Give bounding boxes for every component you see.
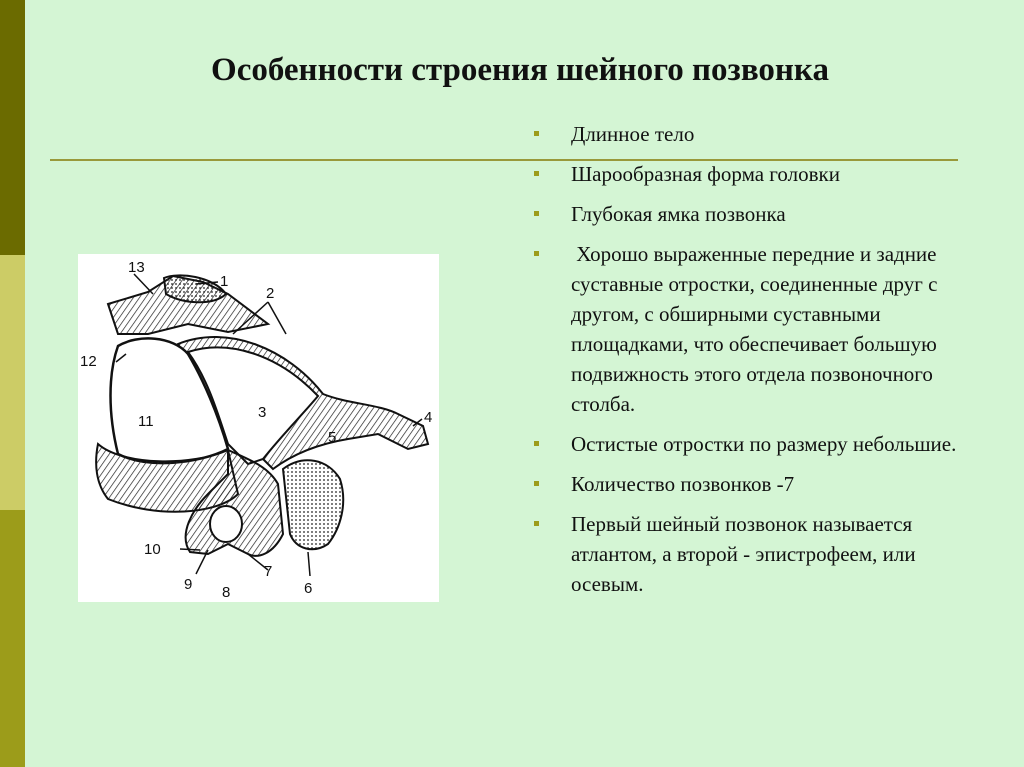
bullet-square-icon bbox=[534, 171, 539, 176]
figure-label-9: 9 bbox=[184, 576, 193, 593]
figure-label-12: 12 bbox=[80, 353, 97, 370]
vertebra-illustration bbox=[78, 254, 439, 602]
figure-label-11: 11 bbox=[138, 413, 154, 430]
bullet-square-icon bbox=[534, 211, 539, 216]
figure-label-8: 8 bbox=[222, 584, 231, 601]
figure-label-7: 7 bbox=[264, 563, 273, 580]
vertebra-drawing bbox=[78, 254, 439, 602]
bullet-square-icon bbox=[534, 521, 539, 526]
bullet-square-icon bbox=[534, 481, 539, 486]
list-item: Остистые отростки по размеру небольшие. bbox=[534, 429, 974, 459]
decorative-bar-middle bbox=[0, 255, 25, 510]
list-item: Длинное тело bbox=[534, 119, 974, 149]
list-item: Глубокая ямка позвонка bbox=[534, 199, 974, 229]
figure-label-6: 6 bbox=[304, 580, 313, 597]
transverse-foramen-shape bbox=[210, 506, 242, 542]
figure-label-1: 1 bbox=[220, 273, 229, 290]
list-item: Количество позвонков -7 bbox=[534, 469, 974, 499]
list-item: Шарообразная форма головки bbox=[534, 159, 974, 189]
bullet-square-icon bbox=[534, 251, 539, 256]
inferior-articular-surface-shape bbox=[283, 460, 343, 549]
slide-title: Особенности строения шейного позвонка bbox=[211, 52, 829, 88]
decorative-bar-top bbox=[0, 0, 25, 255]
figure-label-2: 2 bbox=[266, 285, 275, 302]
figure-label-3: 3 bbox=[258, 404, 267, 421]
feature-list bbox=[534, 119, 974, 609]
bullet-square-icon bbox=[534, 131, 539, 136]
figure-label-10: 10 bbox=[144, 541, 161, 558]
articular-surface-shape bbox=[164, 273, 229, 302]
bullet-square-icon bbox=[534, 441, 539, 446]
figure-label-5: 5 bbox=[328, 429, 337, 446]
list-item: Хорошо выраженные передние и задние суставные отростки, соединенные друг с другом, с обширными суставными площадками, что обеспечивает большую подвижность этого отдела позвоночного столба. bbox=[534, 239, 974, 419]
decorative-bar-bottom bbox=[0, 510, 25, 767]
list-item: Первый шейный позвонок называется атлантом, а второй - эпистрофеем, или осевым. bbox=[534, 509, 974, 599]
figure-label-4: 4 bbox=[424, 409, 433, 426]
figure-label-13: 13 bbox=[128, 259, 145, 276]
